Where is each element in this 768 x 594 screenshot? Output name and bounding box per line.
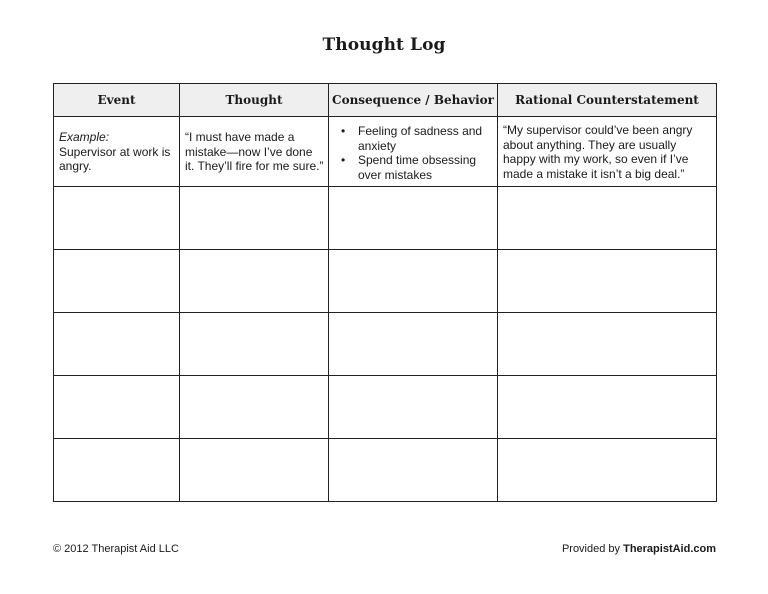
- example-rational-cell: [498, 117, 717, 187]
- example-row: [54, 117, 717, 187]
- rational-cell[interactable]: [498, 376, 717, 439]
- header-rational: Rational Counterstatement: [498, 84, 717, 117]
- example-thought-cell: [180, 117, 329, 187]
- page-title: Thought Log: [322, 35, 446, 55]
- consequence-list: [334, 124, 493, 182]
- thought-cell[interactable]: [180, 376, 329, 439]
- empty-row: [54, 250, 717, 313]
- example-event-text: Supervisor at work is angry.: [59, 144, 171, 173]
- provided-by-label: Provided by: [561, 543, 624, 555]
- example-thought-text: “I must have made a mistake—now I’ve done it. They’ll fire for me sure.”: [185, 130, 324, 173]
- rational-cell[interactable]: [498, 187, 717, 250]
- consequence-cell[interactable]: [329, 439, 498, 502]
- empty-row: [54, 187, 717, 250]
- header-thought: Thought: [180, 84, 329, 117]
- consequence-item: [341, 124, 493, 153]
- consequence-text: Feeling of sadness and anxiety: [358, 124, 483, 153]
- empty-row: [54, 376, 717, 439]
- thought-cell[interactable]: [180, 187, 329, 250]
- example-rational-text: “My supervisor could’ve been angry about anything. They are usually happy with my work, so even if I’ve made a mistake it isn’t a big deal.”: [503, 123, 693, 181]
- example-event-cell: [54, 117, 180, 187]
- thought-cell[interactable]: [180, 250, 329, 313]
- rational-cell[interactable]: [498, 439, 717, 502]
- consequence-cell[interactable]: [329, 313, 498, 376]
- event-cell[interactable]: [54, 439, 180, 502]
- thought-cell[interactable]: [180, 313, 329, 376]
- consequence-cell[interactable]: [329, 250, 498, 313]
- thought-log-table: [53, 83, 717, 502]
- example-label: Example:: [59, 130, 110, 144]
- consequence-cell[interactable]: [329, 376, 498, 439]
- header-event: Event: [54, 84, 180, 117]
- empty-row: [54, 313, 717, 376]
- thought-cell[interactable]: [180, 439, 329, 502]
- provided-by: [562, 543, 716, 555]
- empty-row: [54, 439, 717, 502]
- consequence-cell[interactable]: [329, 187, 498, 250]
- consequence-item: [341, 153, 493, 182]
- consequence-text: Spend time obsessing over mistakes: [358, 153, 477, 182]
- event-cell[interactable]: [54, 187, 180, 250]
- copyright-text: © 2012 Therapist Aid LLC: [53, 543, 179, 555]
- bullet-icon: •: [341, 124, 346, 138]
- event-cell[interactable]: [54, 313, 180, 376]
- event-cell[interactable]: [54, 250, 180, 313]
- rational-cell[interactable]: [498, 250, 717, 313]
- header-consequence: Consequence / Behavior: [329, 84, 498, 117]
- example-consequence-cell: [329, 117, 498, 187]
- rational-cell[interactable]: [498, 313, 717, 376]
- event-cell[interactable]: [54, 376, 180, 439]
- brand-link[interactable]: TherapistAid.com: [623, 543, 716, 555]
- header-row: [54, 84, 717, 117]
- bullet-icon: •: [341, 153, 346, 167]
